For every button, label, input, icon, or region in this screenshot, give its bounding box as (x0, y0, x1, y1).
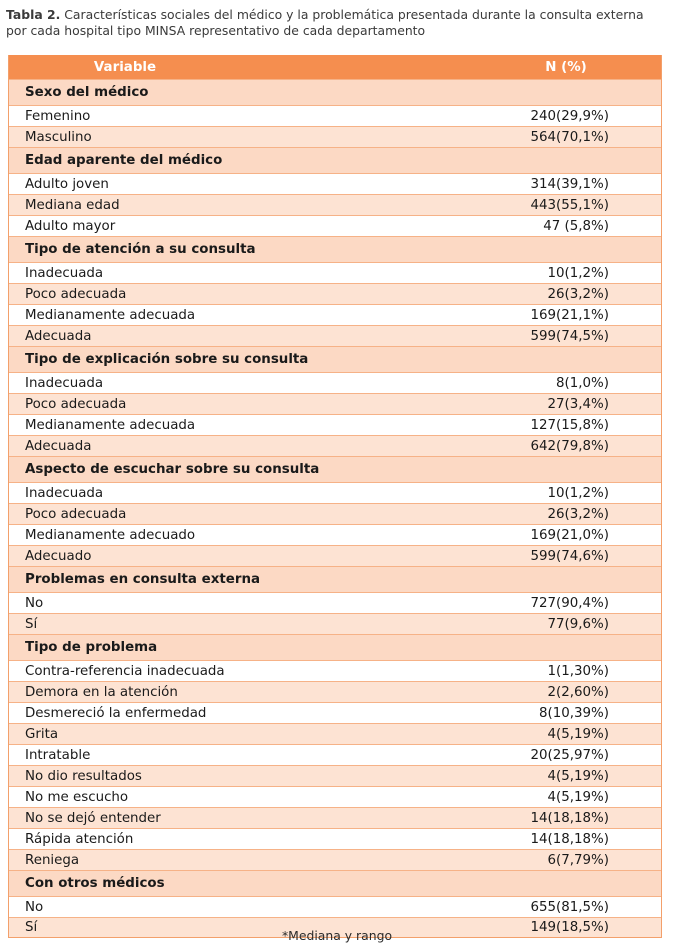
table-row (9, 849, 661, 870)
row-value: 599(74,5%) (530, 328, 609, 344)
table-row (9, 372, 661, 393)
row-value: 6(7,79%) (547, 852, 609, 868)
table-row (9, 126, 661, 147)
section-title: Tipo de problema (25, 640, 158, 655)
row-value: 727(90,4%) (530, 595, 609, 611)
table-row (9, 435, 661, 456)
table-row (9, 592, 661, 613)
row-label: Medianamente adecuada (25, 307, 196, 323)
section-title: Con otros médicos (25, 876, 165, 891)
row-value: 4(5,19%) (547, 726, 609, 742)
row-label: Masculino (25, 129, 92, 145)
section-title: Problemas en consulta externa (25, 572, 261, 587)
table-row (9, 194, 661, 215)
section-heading (9, 236, 661, 262)
row-label: Poco adecuada (25, 396, 127, 412)
row-label: Inadecuada (25, 265, 104, 281)
row-label: Poco adecuada (25, 286, 127, 302)
row-value: 642(79,8%) (530, 438, 609, 454)
row-value: 149(18,5%) (530, 920, 609, 935)
table-row (9, 681, 661, 702)
row-label: Inadecuada (25, 485, 104, 501)
row-value: 4(5,19%) (547, 789, 609, 805)
table-row (9, 215, 661, 236)
row-value: 8(1,0%) (556, 375, 609, 391)
row-label: No (25, 595, 44, 611)
section-heading (9, 566, 661, 592)
table-row (9, 545, 661, 566)
row-label: Sí (25, 920, 38, 935)
row-label: No dio resultados (25, 768, 142, 784)
row-label: Rápida atención (25, 831, 134, 847)
section-heading (9, 79, 661, 105)
row-value: 443(55,1%) (530, 197, 609, 213)
row-label: Adulto mayor (25, 218, 116, 234)
row-label: Desmereció la enfermedad (25, 705, 207, 721)
row-label: Grita (25, 726, 59, 742)
table-footnote: *Mediana y rango (281, 928, 393, 943)
section-title: Sexo del médico (25, 85, 149, 100)
section-heading (9, 870, 661, 896)
table-row (9, 702, 661, 723)
row-label: Femenino (25, 108, 91, 124)
row-label: Sí (25, 616, 38, 632)
row-label: Contra-referencia inadecuada (25, 663, 225, 679)
header-n-percent: N (%) (545, 59, 587, 75)
section-title: Tipo de atención a su consulta (25, 242, 256, 257)
table-row (9, 613, 661, 634)
table-row (9, 744, 661, 765)
header-variable: Variable (93, 59, 157, 75)
row-label: Medianamente adecuada (25, 417, 196, 433)
row-value: 169(21,1%) (530, 307, 609, 323)
row-value: 26(3,2%) (547, 506, 609, 522)
table-row (9, 503, 661, 524)
table-row (9, 304, 661, 325)
table-row (9, 828, 661, 849)
row-label: No (25, 899, 44, 915)
row-label: Poco adecuada (25, 506, 127, 522)
table-row (9, 414, 661, 435)
table-row (9, 765, 661, 786)
row-value: 127(15,8%) (530, 417, 609, 433)
row-value: 655(81,5%) (530, 899, 609, 915)
row-value: 27(3,4%) (547, 396, 609, 412)
row-label: No se dejó entender (25, 810, 161, 826)
table-header-row (9, 55, 661, 79)
row-value: 77(9,6%) (547, 616, 609, 632)
row-value: 10(1,2%) (547, 265, 609, 281)
row-label: Medianamente adecuado (25, 527, 196, 543)
row-value: 4(5,19%) (547, 768, 609, 784)
row-value: 14(18,18%) (530, 831, 609, 847)
row-value: 14(18,18%) (530, 810, 609, 826)
section-heading (9, 147, 661, 173)
section-heading (9, 456, 661, 482)
row-label: Mediana edad (25, 197, 120, 213)
caption-text: Características sociales del médico y la problemática presentada durante la consulta externa por cada hospital tipo MINSA representativo de cada departamento (6, 7, 644, 38)
section-title: Aspecto de escuchar sobre su consulta (25, 462, 320, 477)
table-row (9, 482, 661, 503)
row-label: Adecuada (25, 328, 92, 344)
section-title: Edad aparente del médico (25, 153, 223, 168)
row-value: 20(25,97%) (530, 747, 609, 763)
table-row (9, 173, 661, 194)
table-row (9, 723, 661, 744)
table-row (9, 393, 661, 414)
caption-label: Tabla 2. (6, 7, 61, 22)
section-title: Tipo de explicación sobre su consulta (25, 352, 309, 367)
table-row (9, 807, 661, 828)
row-value: 169(21,0%) (530, 527, 609, 543)
row-label: Intratable (25, 747, 91, 763)
row-value: 47 (5,8%) (543, 218, 609, 234)
row-value: 1(1,30%) (547, 663, 609, 679)
row-value: 314(39,1%) (530, 176, 609, 192)
table-row (9, 325, 661, 346)
row-value: 599(74,6%) (530, 548, 609, 564)
data-table (8, 55, 662, 938)
table-row (9, 524, 661, 545)
row-label: Adecuada (25, 438, 92, 454)
row-label: Reniega (25, 852, 80, 868)
table-row (9, 283, 661, 304)
row-label: No me escucho (25, 789, 129, 805)
row-value: 240(29,9%) (530, 108, 609, 124)
table-caption (6, 7, 668, 38)
section-heading (9, 634, 661, 660)
row-value: 8(10,39%) (538, 705, 609, 721)
row-value: 2(2,60%) (547, 684, 609, 700)
row-label: Adulto joven (25, 176, 109, 192)
section-heading (9, 346, 661, 372)
row-label: Inadecuada (25, 375, 104, 391)
table-row (9, 262, 661, 283)
table-row (9, 105, 661, 126)
table-row (9, 896, 661, 917)
row-value: 564(70,1%) (530, 129, 609, 145)
table-row (9, 660, 661, 681)
row-value: 26(3,2%) (547, 286, 609, 302)
row-label: Demora en la atención (25, 684, 178, 700)
row-value: 10(1,2%) (547, 485, 609, 501)
row-label: Adecuado (25, 548, 92, 564)
table-row (9, 786, 661, 807)
